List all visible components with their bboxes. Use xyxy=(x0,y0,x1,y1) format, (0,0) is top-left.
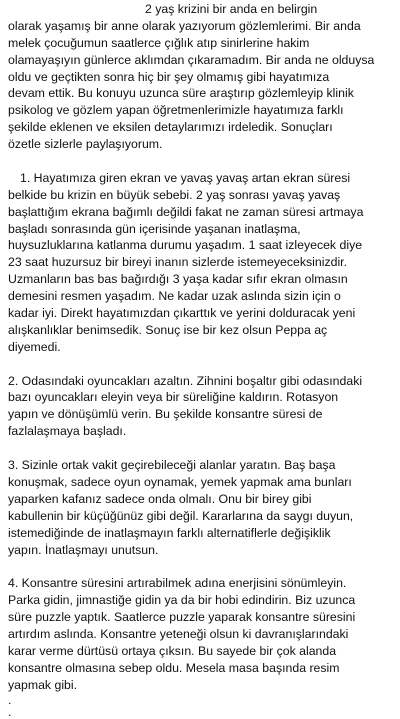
text-line: yaparken kafanız sadece onda olmalı. Onu bir birey gibi xyxy=(8,491,312,506)
text-line: 23 saat huzursuz bir bireyi inanın sizlerde istemeyeceksinizdir. xyxy=(8,255,348,270)
text-line: kadar iyi. Direkt hayatımızdan çıkarttık ve yerini dolduracak yeni xyxy=(8,306,356,321)
text-line: Uzmanların bas bas bağırdığı 3 yaşa kadar sıfır ekran olmasın xyxy=(8,272,348,287)
text-line: belkide bu krizin en büyük sebebi. 2 yaş sonrası yavaş yavaş xyxy=(8,187,341,202)
list-item-3 xyxy=(8,457,394,558)
text-line: 3. Sizinle ortak vakit geçirebileceği alanlar yaratın. Baş başa xyxy=(8,458,336,473)
text-line: olarak yaşamış bir anne olarak yazıyorum gözlemlerimi. Bir anda xyxy=(8,18,361,33)
text-line: diyemedi. xyxy=(8,339,61,354)
text-line: huysuzluklarına katlanma durumu yaşadım. 1 saat izleyecek diye xyxy=(8,238,363,253)
text-line: başladı sonrasında gün içerisinde yaşanan inatlaşma, xyxy=(8,221,301,236)
text-line: devam ettik. Bu konuyu uzunca süre araştırıp gözlemleyip klinik xyxy=(8,86,354,101)
text-line: 4. Konsantre süresini artırabilmek adına enerjisini sönümleyin. xyxy=(8,576,347,591)
text-line: psikolog ve gözlem yapan öğretmenlerimizle hayatımıza farklı xyxy=(8,103,344,118)
text-line: yapın ve dönüşümlü verin. Bu şekilde konsantre süresi de xyxy=(8,407,323,422)
text-line: şekilde eklenen ve eksilen detaylarımızı irdeledik. Sonuçları xyxy=(8,120,333,135)
text-line: istemediğinde de inatlaşmayın farklı alternatiflerle değişiklik xyxy=(8,525,331,540)
text-line: 1. Hayatımıza giren ekran ve yavaş yavaş artan ekran süresi xyxy=(20,170,351,185)
text-line: bazı oyuncakları eleyin veya bir süreliğine kaldırın. Rotasyon xyxy=(8,390,339,405)
paragraph-gap xyxy=(8,440,394,457)
text-line: özetle sizlerle paylaşıyorum. xyxy=(8,137,163,152)
document-body xyxy=(8,1,394,718)
list-item-2 xyxy=(8,373,394,441)
dot-mark: . xyxy=(8,704,12,719)
text-line: konsantre olmasına sebep oldu. Mesela masa başında resim xyxy=(8,660,340,675)
paragraph-gap xyxy=(8,356,394,373)
text-line: artırdım aslında. Konsantre yeteneği olsun ki davranışlarındaki xyxy=(8,626,349,641)
text-line: yapın. İnatlaşmayı unutsun. xyxy=(8,542,159,557)
list-item-1 xyxy=(8,170,394,356)
text-line: kabullenin bir küçüğünüz gibi değil. Kararlarına da saygı duyun, xyxy=(8,508,354,523)
text-line: başlattığım ekrana bağımlı değildi fakat ne zaman süresi artmaya xyxy=(8,204,364,219)
list-item-4 xyxy=(8,575,394,693)
text-line: melek çocuğumun saatlerce çığlık atıp sinirlerine hakim xyxy=(8,35,310,50)
text-line: fazlalaşmaya başladı. xyxy=(8,424,127,439)
paragraph-gap xyxy=(8,153,394,170)
intro-paragraph xyxy=(8,1,394,153)
dot-mark: . xyxy=(8,692,12,707)
text-line: alışkanlıklar benimsedik. Sonuç ise bir kez olsun Peppa aç xyxy=(8,322,328,337)
text-line: Parka gidin, jimnastiğe gidin ya da bir hobi edindirin. Biz uzunca xyxy=(8,593,356,608)
paragraph-gap xyxy=(8,558,394,575)
text-line: demesini resmen yaşadım. Ne kadar uzak aslında sizin için o xyxy=(8,289,341,304)
trailing-dots xyxy=(8,694,394,718)
text-line: 2. Odasındaki oyuncakları azaltın. Zihnini boşaltır gibi odasındaki xyxy=(8,373,363,388)
text-line: olamayaşıyın günlerce aklımdan çıkaramadım. Bir anda ne olduysa xyxy=(8,52,375,67)
text-line: karar verme dürtüsü ortaya çıksın. Bu sayede bir çok alanda xyxy=(8,643,337,658)
text-line: süre puzzle yaptık. Saatlerce puzzle yaparak konsantre süresini xyxy=(8,610,356,625)
text-line: oldu ve geçtikten sonra hiç bir şey olmamış gibi hayatımıza xyxy=(8,69,330,84)
text-line: yapmak gibi. xyxy=(8,677,78,692)
text-line: 2 yaş krizini bir anda en belirgin xyxy=(145,2,318,16)
text-line: konuşmak, sadece oyun oynamak, yemek yapmak ama bunları xyxy=(8,474,352,489)
